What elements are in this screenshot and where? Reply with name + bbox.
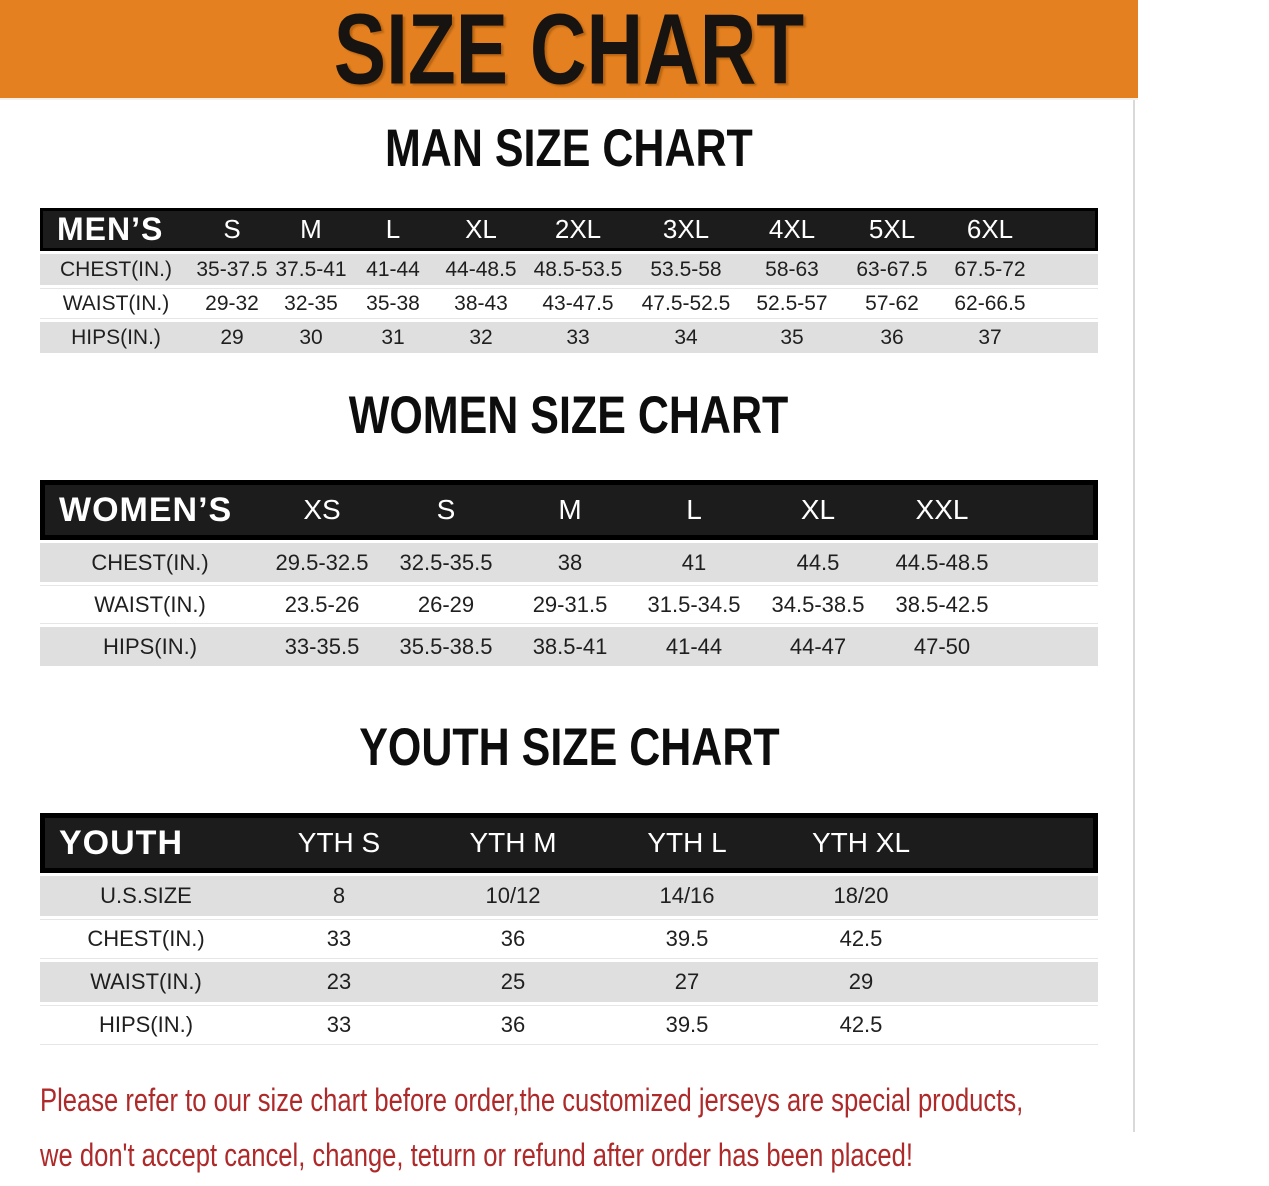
measurement-label: HIPS(IN.) bbox=[40, 322, 192, 353]
women-header-row bbox=[40, 480, 1098, 540]
disclaimer-line-2: we don't accept cancel, change, teturn or refund after order has been placed! bbox=[40, 1137, 913, 1173]
measurement-value: 32-35 bbox=[272, 288, 350, 319]
measurement-value: 67.5-72 bbox=[942, 254, 1038, 285]
row-spacer-cell bbox=[1038, 288, 1098, 319]
header-spacer-cell bbox=[948, 813, 1098, 873]
youth-size-table bbox=[40, 810, 1098, 1048]
measurement-label: HIPS(IN.) bbox=[40, 627, 260, 666]
measurement-value: 44.5-48.5 bbox=[880, 543, 1004, 582]
measurement-value: 41-44 bbox=[350, 254, 436, 285]
size-column-header: YTH L bbox=[600, 813, 774, 873]
measurement-label: HIPS(IN.) bbox=[40, 1005, 252, 1045]
disclaimer bbox=[40, 1076, 1108, 1186]
measurement-value: 31.5-34.5 bbox=[632, 585, 756, 624]
size-column-header: YTH M bbox=[426, 813, 600, 873]
measurement-value: 43-47.5 bbox=[526, 288, 630, 319]
measurement-value: 44-48.5 bbox=[436, 254, 526, 285]
size-column-header: 4XL bbox=[742, 208, 842, 251]
measurement-value: 23 bbox=[252, 962, 426, 1002]
measurement-value: 29-32 bbox=[192, 288, 272, 319]
measurement-label: U.S.SIZE bbox=[40, 876, 252, 916]
measurement-value: 39.5 bbox=[600, 1005, 774, 1045]
measurement-value: 33 bbox=[526, 322, 630, 353]
measurement-row bbox=[40, 322, 1098, 353]
size-column-header: XL bbox=[756, 480, 880, 540]
measurement-value: 18/20 bbox=[774, 876, 948, 916]
row-spacer-cell bbox=[1004, 585, 1098, 624]
measurement-value: 47-50 bbox=[880, 627, 1004, 666]
measurement-value: 58-63 bbox=[742, 254, 842, 285]
measurement-value: 29 bbox=[774, 962, 948, 1002]
size-column-header: YTH XL bbox=[774, 813, 948, 873]
row-spacer-cell bbox=[1004, 627, 1098, 666]
measurement-value: 35 bbox=[742, 322, 842, 353]
measurement-value: 38-43 bbox=[436, 288, 526, 319]
size-column-header: 5XL bbox=[842, 208, 942, 251]
measurement-value: 14/16 bbox=[600, 876, 774, 916]
measurement-value: 41 bbox=[632, 543, 756, 582]
row-spacer-cell bbox=[1038, 254, 1098, 285]
measurement-row bbox=[40, 919, 1098, 959]
size-column-header: XXL bbox=[880, 480, 1004, 540]
measurement-value: 36 bbox=[426, 1005, 600, 1045]
measurement-value: 39.5 bbox=[600, 919, 774, 959]
measurement-value: 47.5-52.5 bbox=[630, 288, 742, 319]
measurement-row bbox=[40, 254, 1098, 285]
measurement-value: 32.5-35.5 bbox=[384, 543, 508, 582]
measurement-value: 37.5-41 bbox=[272, 254, 350, 285]
measurement-value: 57-62 bbox=[842, 288, 942, 319]
measurement-row bbox=[40, 627, 1098, 666]
measurement-value: 38 bbox=[508, 543, 632, 582]
table-group-label: YOUTH bbox=[40, 813, 252, 873]
header-spacer-cell bbox=[1038, 208, 1098, 251]
measurement-value: 26-29 bbox=[384, 585, 508, 624]
measurement-row bbox=[40, 543, 1098, 582]
women-section-heading-text: WOMEN SIZE CHART bbox=[349, 385, 789, 445]
size-column-header: 2XL bbox=[526, 208, 630, 251]
measurement-value: 27 bbox=[600, 962, 774, 1002]
measurement-value: 44-47 bbox=[756, 627, 880, 666]
measurement-label: WAIST(IN.) bbox=[40, 962, 252, 1002]
youth-header-row bbox=[40, 813, 1098, 873]
size-column-header: S bbox=[384, 480, 508, 540]
measurement-value: 38.5-41 bbox=[508, 627, 632, 666]
size-column-header: 6XL bbox=[942, 208, 1038, 251]
measurement-value: 29.5-32.5 bbox=[260, 543, 384, 582]
measurement-value: 29-31.5 bbox=[508, 585, 632, 624]
table-group-label: WOMEN’S bbox=[40, 480, 260, 540]
measurement-value: 44.5 bbox=[756, 543, 880, 582]
youth-section-heading-text: YOUTH SIZE CHART bbox=[358, 717, 780, 777]
size-column-header: XS bbox=[260, 480, 384, 540]
size-column-header: M bbox=[508, 480, 632, 540]
size-column-header: XL bbox=[436, 208, 526, 251]
measurement-value: 63-67.5 bbox=[842, 254, 942, 285]
measurement-value: 42.5 bbox=[774, 1005, 948, 1045]
measurement-value: 31 bbox=[350, 322, 436, 353]
youth-table-body bbox=[40, 876, 1098, 1045]
measurement-value: 38.5-42.5 bbox=[880, 585, 1004, 624]
size-column-header: S bbox=[192, 208, 272, 251]
header-spacer-cell bbox=[1004, 480, 1098, 540]
row-spacer-cell bbox=[1038, 322, 1098, 353]
measurement-value: 33 bbox=[252, 1005, 426, 1045]
size-column-header: L bbox=[350, 208, 436, 251]
men-table-body bbox=[40, 254, 1098, 353]
size-column-header: YTH S bbox=[252, 813, 426, 873]
row-spacer-cell bbox=[948, 1005, 1098, 1045]
measurement-value: 32 bbox=[436, 322, 526, 353]
measurement-value: 41-44 bbox=[632, 627, 756, 666]
measurement-value: 42.5 bbox=[774, 919, 948, 959]
measurement-value: 25 bbox=[426, 962, 600, 1002]
banner-title: SIZE CHART bbox=[333, 0, 805, 106]
banner bbox=[0, 0, 1138, 106]
man-section-heading-text: MAN SIZE CHART bbox=[385, 118, 753, 178]
measurement-row bbox=[40, 962, 1098, 1002]
measurement-row bbox=[40, 288, 1098, 319]
men-size-table bbox=[40, 205, 1098, 356]
measurement-value: 29 bbox=[192, 322, 272, 353]
measurement-value: 48.5-53.5 bbox=[526, 254, 630, 285]
measurement-label: WAIST(IN.) bbox=[40, 288, 192, 319]
measurement-value: 37 bbox=[942, 322, 1038, 353]
measurement-row bbox=[40, 1005, 1098, 1045]
size-column-header: L bbox=[632, 480, 756, 540]
measurement-value: 33 bbox=[252, 919, 426, 959]
measurement-label: CHEST(IN.) bbox=[40, 919, 252, 959]
disclaimer-line-1: Please refer to our size chart before order,the customized jerseys are special products, bbox=[40, 1082, 1024, 1118]
measurement-value: 34.5-38.5 bbox=[756, 585, 880, 624]
men-header-row bbox=[40, 208, 1098, 251]
women-section-heading bbox=[0, 385, 1138, 454]
row-spacer-cell bbox=[1004, 543, 1098, 582]
measurement-value: 34 bbox=[630, 322, 742, 353]
measurement-value: 33-35.5 bbox=[260, 627, 384, 666]
measurement-value: 35-37.5 bbox=[192, 254, 272, 285]
measurement-value: 36 bbox=[426, 919, 600, 959]
measurement-value: 8 bbox=[252, 876, 426, 916]
row-spacer-cell bbox=[948, 919, 1098, 959]
measurement-value: 23.5-26 bbox=[260, 585, 384, 624]
row-spacer-cell bbox=[948, 962, 1098, 1002]
measurement-label: WAIST(IN.) bbox=[40, 585, 260, 624]
measurement-value: 53.5-58 bbox=[630, 254, 742, 285]
table-group-label: MEN’S bbox=[40, 208, 192, 251]
size-column-header: 3XL bbox=[630, 208, 742, 251]
measurement-value: 30 bbox=[272, 322, 350, 353]
measurement-row bbox=[40, 876, 1098, 916]
measurement-row bbox=[40, 585, 1098, 624]
women-size-table bbox=[40, 477, 1098, 669]
measurement-value: 35-38 bbox=[350, 288, 436, 319]
women-table-body bbox=[40, 543, 1098, 666]
measurement-value: 62-66.5 bbox=[942, 288, 1038, 319]
man-section-heading bbox=[0, 118, 1138, 187]
youth-section-heading bbox=[0, 717, 1138, 786]
measurement-value: 36 bbox=[842, 322, 942, 353]
measurement-value: 35.5-38.5 bbox=[384, 627, 508, 666]
measurement-value: 10/12 bbox=[426, 876, 600, 916]
measurement-label: CHEST(IN.) bbox=[40, 543, 260, 582]
row-spacer-cell bbox=[948, 876, 1098, 916]
measurement-value: 52.5-57 bbox=[742, 288, 842, 319]
size-column-header: M bbox=[272, 208, 350, 251]
right-edge-artifact-line bbox=[1133, 100, 1135, 1132]
measurement-label: CHEST(IN.) bbox=[40, 254, 192, 285]
